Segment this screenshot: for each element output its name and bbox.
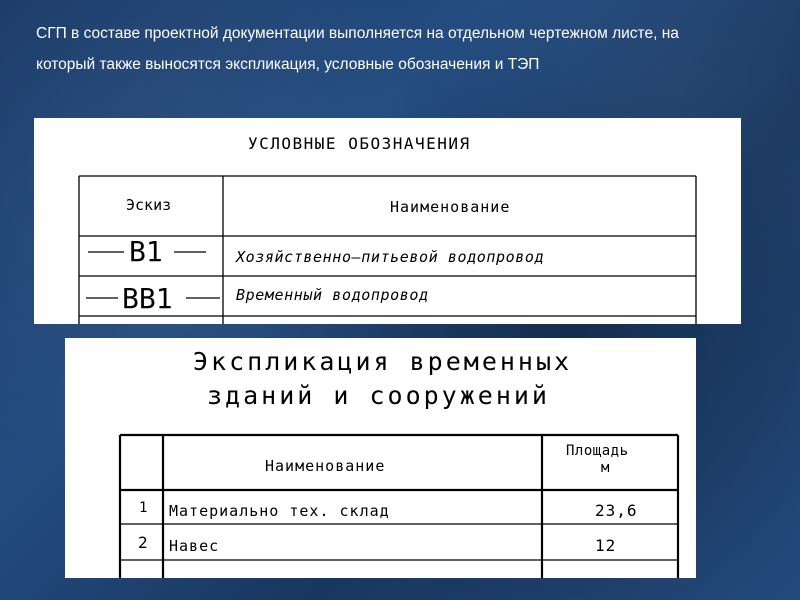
legend-symbol-bb1: BB1: [122, 282, 173, 315]
explication-row-name: Навес: [169, 537, 220, 555]
explication-title-line2: зданий и сооружений: [207, 381, 550, 410]
explication-header-area-unit: м: [601, 460, 610, 476]
legend-drawing: [34, 118, 741, 324]
explication-header-name: Наименование: [265, 457, 386, 475]
slide-caption: СГП в составе проектной документации выполняется на отдельном чертежном листе, на который также выносятся экспликация, условные обозначения и ТЭП: [36, 25, 679, 73]
legend-title: УСЛОВНЫЕ ОБОЗНАЧЕНИЯ: [248, 134, 471, 153]
explication-sheet: [65, 338, 696, 578]
explication-row-name: Материально тех. склад: [169, 502, 390, 520]
explication-header-area: Площадь: [566, 443, 629, 459]
explication-drawing: [65, 338, 696, 578]
explication-row-num: 1: [139, 500, 148, 516]
legend-header-name: Наименование: [390, 198, 511, 216]
legend-symbol-b1: B1: [129, 235, 163, 268]
explication-row-area: 23,6: [595, 501, 638, 520]
explication-title-line1: Экспликация временных: [193, 347, 573, 376]
explication-row-area: 12: [595, 536, 617, 555]
legend-row-name: Временный водопровод: [236, 286, 429, 304]
legend-row-name: Хозяйственно–питьевой водопровод: [236, 248, 545, 266]
legend-header-sketch: Эскиз: [126, 196, 172, 214]
legend-sheet: [34, 118, 741, 324]
explication-row-num: 2: [138, 533, 148, 552]
